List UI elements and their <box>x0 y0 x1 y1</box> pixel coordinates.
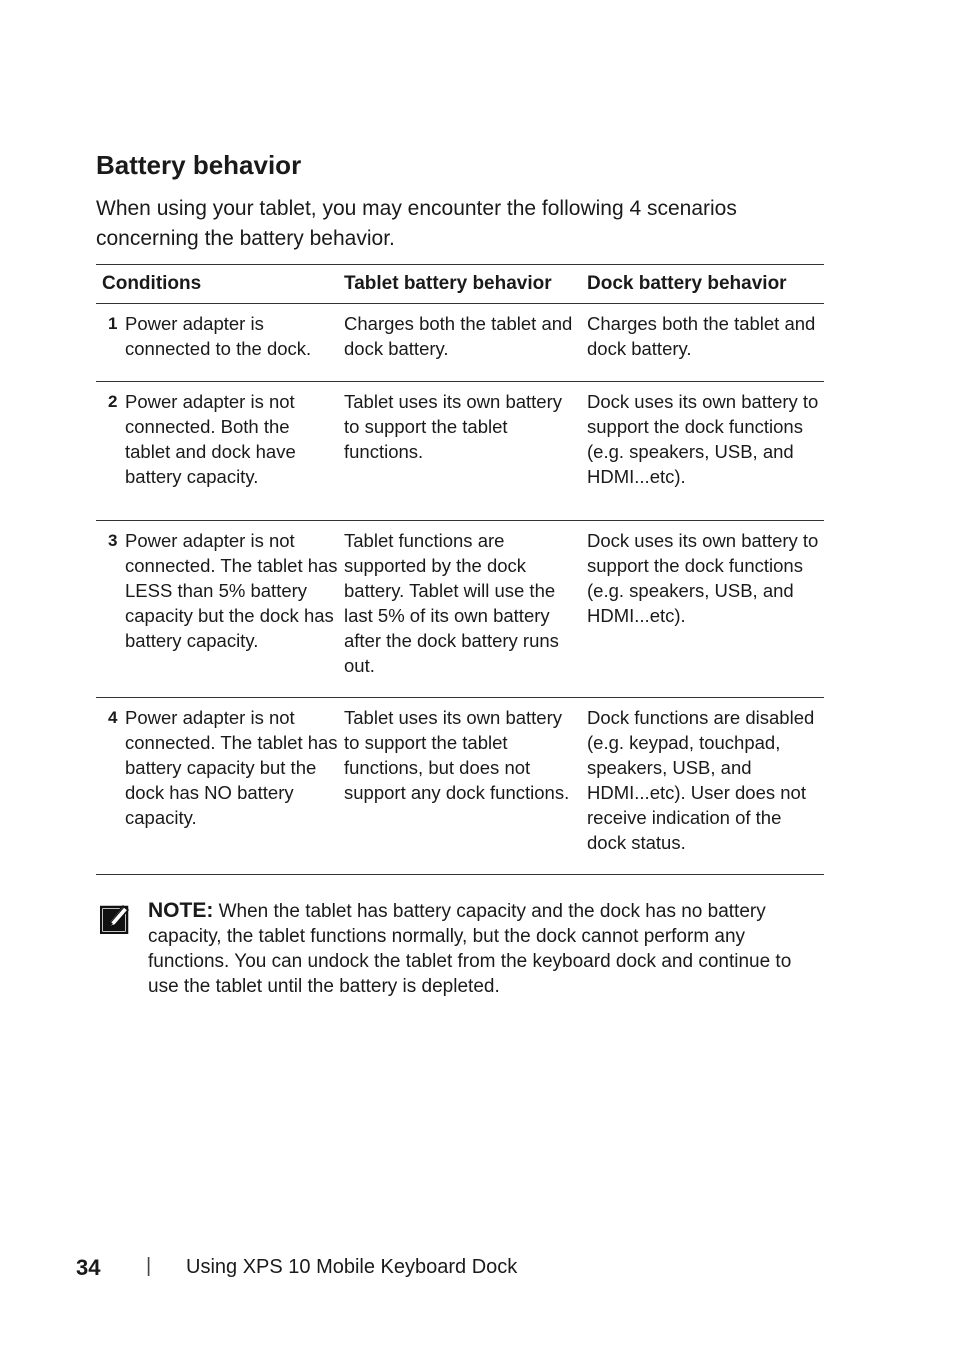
header-tablet-battery-behavior: Tablet battery behavior <box>338 265 581 304</box>
battery-behavior-table <box>96 264 824 875</box>
condition-cell <box>96 382 338 521</box>
page-title: Battery behavior <box>96 150 302 180</box>
dock-behavior-cell: Dock uses its own battery to support the dock functions (e.g. speakers, USB, and HDMI...etc). <box>581 382 824 521</box>
note-box <box>100 898 824 999</box>
footer-separator: | <box>146 1255 152 1277</box>
condition-text: Power adapter is not connected. Both the tablet and dock have battery capacity. <box>125 391 296 487</box>
tablet-behavior-cell: Tablet uses its own battery to support the tablet functions, but does not support any dock functions. <box>338 698 581 875</box>
tablet-behavior-cell: Tablet uses its own battery to support the tablet functions. <box>338 382 581 521</box>
note-pencil-icon <box>100 902 130 934</box>
note-label: NOTE: <box>148 899 214 922</box>
dock-behavior-cell: Dock functions are disabled (e.g. keypad, touchpad, speakers, USB, and HDMI...etc). User does not receive indication of the dock status. <box>581 698 824 875</box>
table-row <box>96 698 824 875</box>
table-row <box>96 521 824 698</box>
table-header-row <box>96 265 824 304</box>
tablet-behavior-cell: Charges both the tablet and dock battery. <box>338 304 581 382</box>
row-number: 3 <box>108 531 118 550</box>
intro-paragraph: When using your tablet, you may encounter the following 4 scenarios concerning the battery behavior. <box>96 197 737 250</box>
dock-behavior-cell: Dock uses its own battery to support the dock functions (e.g. speakers, USB, and HDMI...etc). <box>581 521 824 698</box>
table-row <box>96 304 824 382</box>
page-number: 34 <box>76 1255 101 1280</box>
condition-text: Power adapter is connected to the dock. <box>125 313 312 359</box>
footer-section-title: Using XPS 10 Mobile Keyboard Dock <box>186 1256 518 1278</box>
tablet-behavior-cell: Tablet functions are supported by the dock battery. Tablet will use the last 5% of its own battery after the dock battery runs out. <box>338 521 581 698</box>
note-body: When the tablet has battery capacity and the dock has no battery capacity, the tablet functions normally, but the dock cannot perform any functions. You can undock the tablet from the keyboard dock and continue to use the tablet until the battery is depleted. <box>148 901 792 997</box>
table-row <box>96 382 824 521</box>
row-number: 4 <box>108 708 118 727</box>
condition-text: Power adapter is not connected. The tablet has LESS than 5% battery capacity but the dock has battery capacity. <box>125 530 338 651</box>
condition-cell <box>96 521 338 698</box>
row-number: 1 <box>108 314 118 333</box>
header-conditions: Conditions <box>96 265 338 304</box>
dock-behavior-cell: Charges both the tablet and dock battery. <box>581 304 824 382</box>
condition-cell <box>96 304 338 382</box>
header-dock-battery-behavior: Dock battery behavior <box>581 265 824 304</box>
condition-text: Power adapter is not connected. The tablet has battery capacity but the dock has NO battery capacity. <box>125 707 338 828</box>
row-number: 2 <box>108 392 118 411</box>
note-text-block <box>148 898 824 999</box>
condition-cell <box>96 698 338 875</box>
